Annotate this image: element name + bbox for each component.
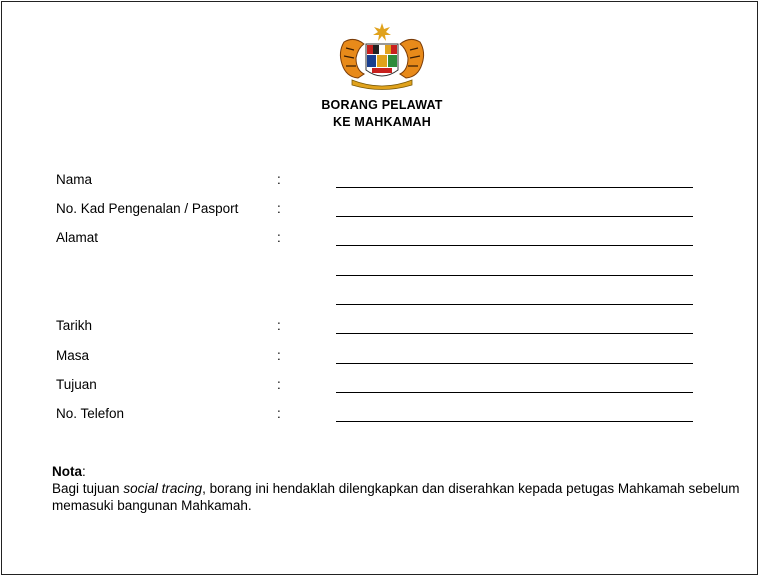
field-colon: :	[277, 348, 281, 363]
nota-section	[52, 463, 742, 514]
field-colon: :	[277, 406, 281, 421]
nota-text-before: Bagi tujuan	[52, 481, 124, 496]
field-label-nama: Nama	[56, 172, 93, 187]
field-label-telefon: No. Telefon	[56, 406, 125, 421]
field-line-alamat-2[interactable]	[336, 275, 693, 276]
field-colon: :	[277, 377, 281, 392]
field-colon: :	[277, 201, 281, 216]
field-line-nama[interactable]	[336, 187, 693, 188]
nota-text-after: , borang ini hendaklah dilengkapkan dan diserahkan kepada petugas Mahkamah sebelum memasuki bangunan Mahkamah.	[52, 481, 740, 513]
field-label-tujuan: Tujuan	[56, 377, 97, 392]
nota-text-italic: social tracing	[123, 481, 203, 496]
field-line-tarikh[interactable]	[336, 333, 693, 334]
form-title-line1: BORANG PELAWAT	[321, 98, 443, 112]
field-line-alamat-3[interactable]	[336, 304, 693, 305]
field-label-masa: Masa	[56, 348, 90, 363]
field-label-tarikh: Tarikh	[56, 318, 93, 333]
field-colon: :	[277, 172, 281, 187]
field-colon: :	[277, 318, 281, 333]
malaysia-coat-of-arms-icon	[332, 22, 432, 92]
field-colon: :	[277, 230, 281, 245]
nota-heading	[52, 463, 742, 480]
field-line-alamat-1[interactable]	[336, 245, 693, 246]
form-title-line2: KE MAHKAMAH	[332, 115, 432, 129]
field-line-masa[interactable]	[336, 363, 693, 364]
nota-heading-label: Nota	[52, 464, 82, 479]
nota-heading-colon: :	[82, 464, 86, 479]
field-line-ic[interactable]	[336, 216, 693, 217]
nota-text	[52, 480, 742, 514]
form-page	[1, 1, 758, 575]
field-line-tujuan[interactable]	[336, 392, 693, 393]
field-label-ic: No. Kad Pengenalan / Pasport	[56, 201, 239, 216]
field-line-telefon[interactable]	[336, 421, 693, 422]
field-label-alamat: Alamat	[56, 230, 99, 245]
